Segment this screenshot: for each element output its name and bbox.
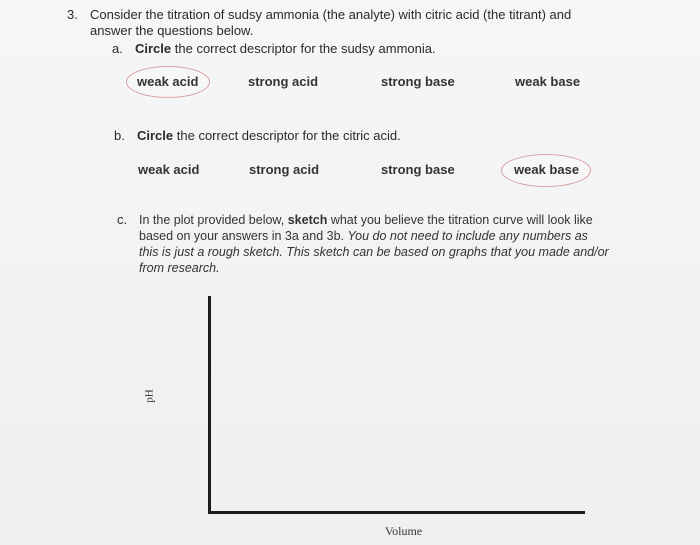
part-c-letter: c. (117, 212, 128, 227)
part-a-option-weak-base[interactable]: weak base (515, 74, 581, 89)
part-a-option-strong-base[interactable]: strong base (381, 74, 455, 89)
part-a-option-weak-acid[interactable]: weak acid (137, 74, 199, 89)
part-b-option-strong-acid[interactable]: strong acid (249, 162, 320, 177)
plot-y-label: pH (143, 389, 156, 403)
part-b-rest: the correct descriptor for the citric acid. (176, 128, 401, 143)
part-c-instruction (139, 212, 609, 276)
part-b-verb: Circle (137, 128, 174, 143)
part-a-rest: the correct descriptor for the sudsy ammonia. (174, 41, 436, 56)
part-a-instruction (135, 41, 436, 56)
part-b-option-strong-base[interactable]: strong base (381, 162, 455, 177)
part-b-letter: b. (114, 128, 125, 143)
question-text: Consider the titration of sudsy ammonia (the analyte) with citric acid (the titrant) and answer the questions below. (90, 7, 572, 38)
question-number: 3. (67, 7, 78, 22)
part-c-text-italic: You do not need to include any numbers as this is just a rough sketch. This sketch can be based on graphs that you made and/or from research. (139, 229, 609, 275)
part-b-option-weak-base[interactable]: weak base (514, 162, 580, 177)
part-c-text-start: In the plot provided below, (139, 213, 285, 227)
part-b-option-weak-acid[interactable]: weak acid (138, 162, 200, 177)
part-a-letter: a. (112, 41, 123, 56)
plot-x-axis (208, 511, 585, 514)
part-c-text-mid: what you believe the titration curve will look like based on your answers in 3a and 3b. (139, 213, 593, 243)
part-c-verb: sketch (287, 213, 328, 227)
part-a-verb: Circle (135, 41, 172, 56)
plot-x-label: Volume (385, 524, 423, 538)
plot-y-axis (208, 296, 211, 514)
part-b-instruction (137, 128, 401, 143)
part-a-option-strong-acid[interactable]: strong acid (248, 74, 319, 89)
